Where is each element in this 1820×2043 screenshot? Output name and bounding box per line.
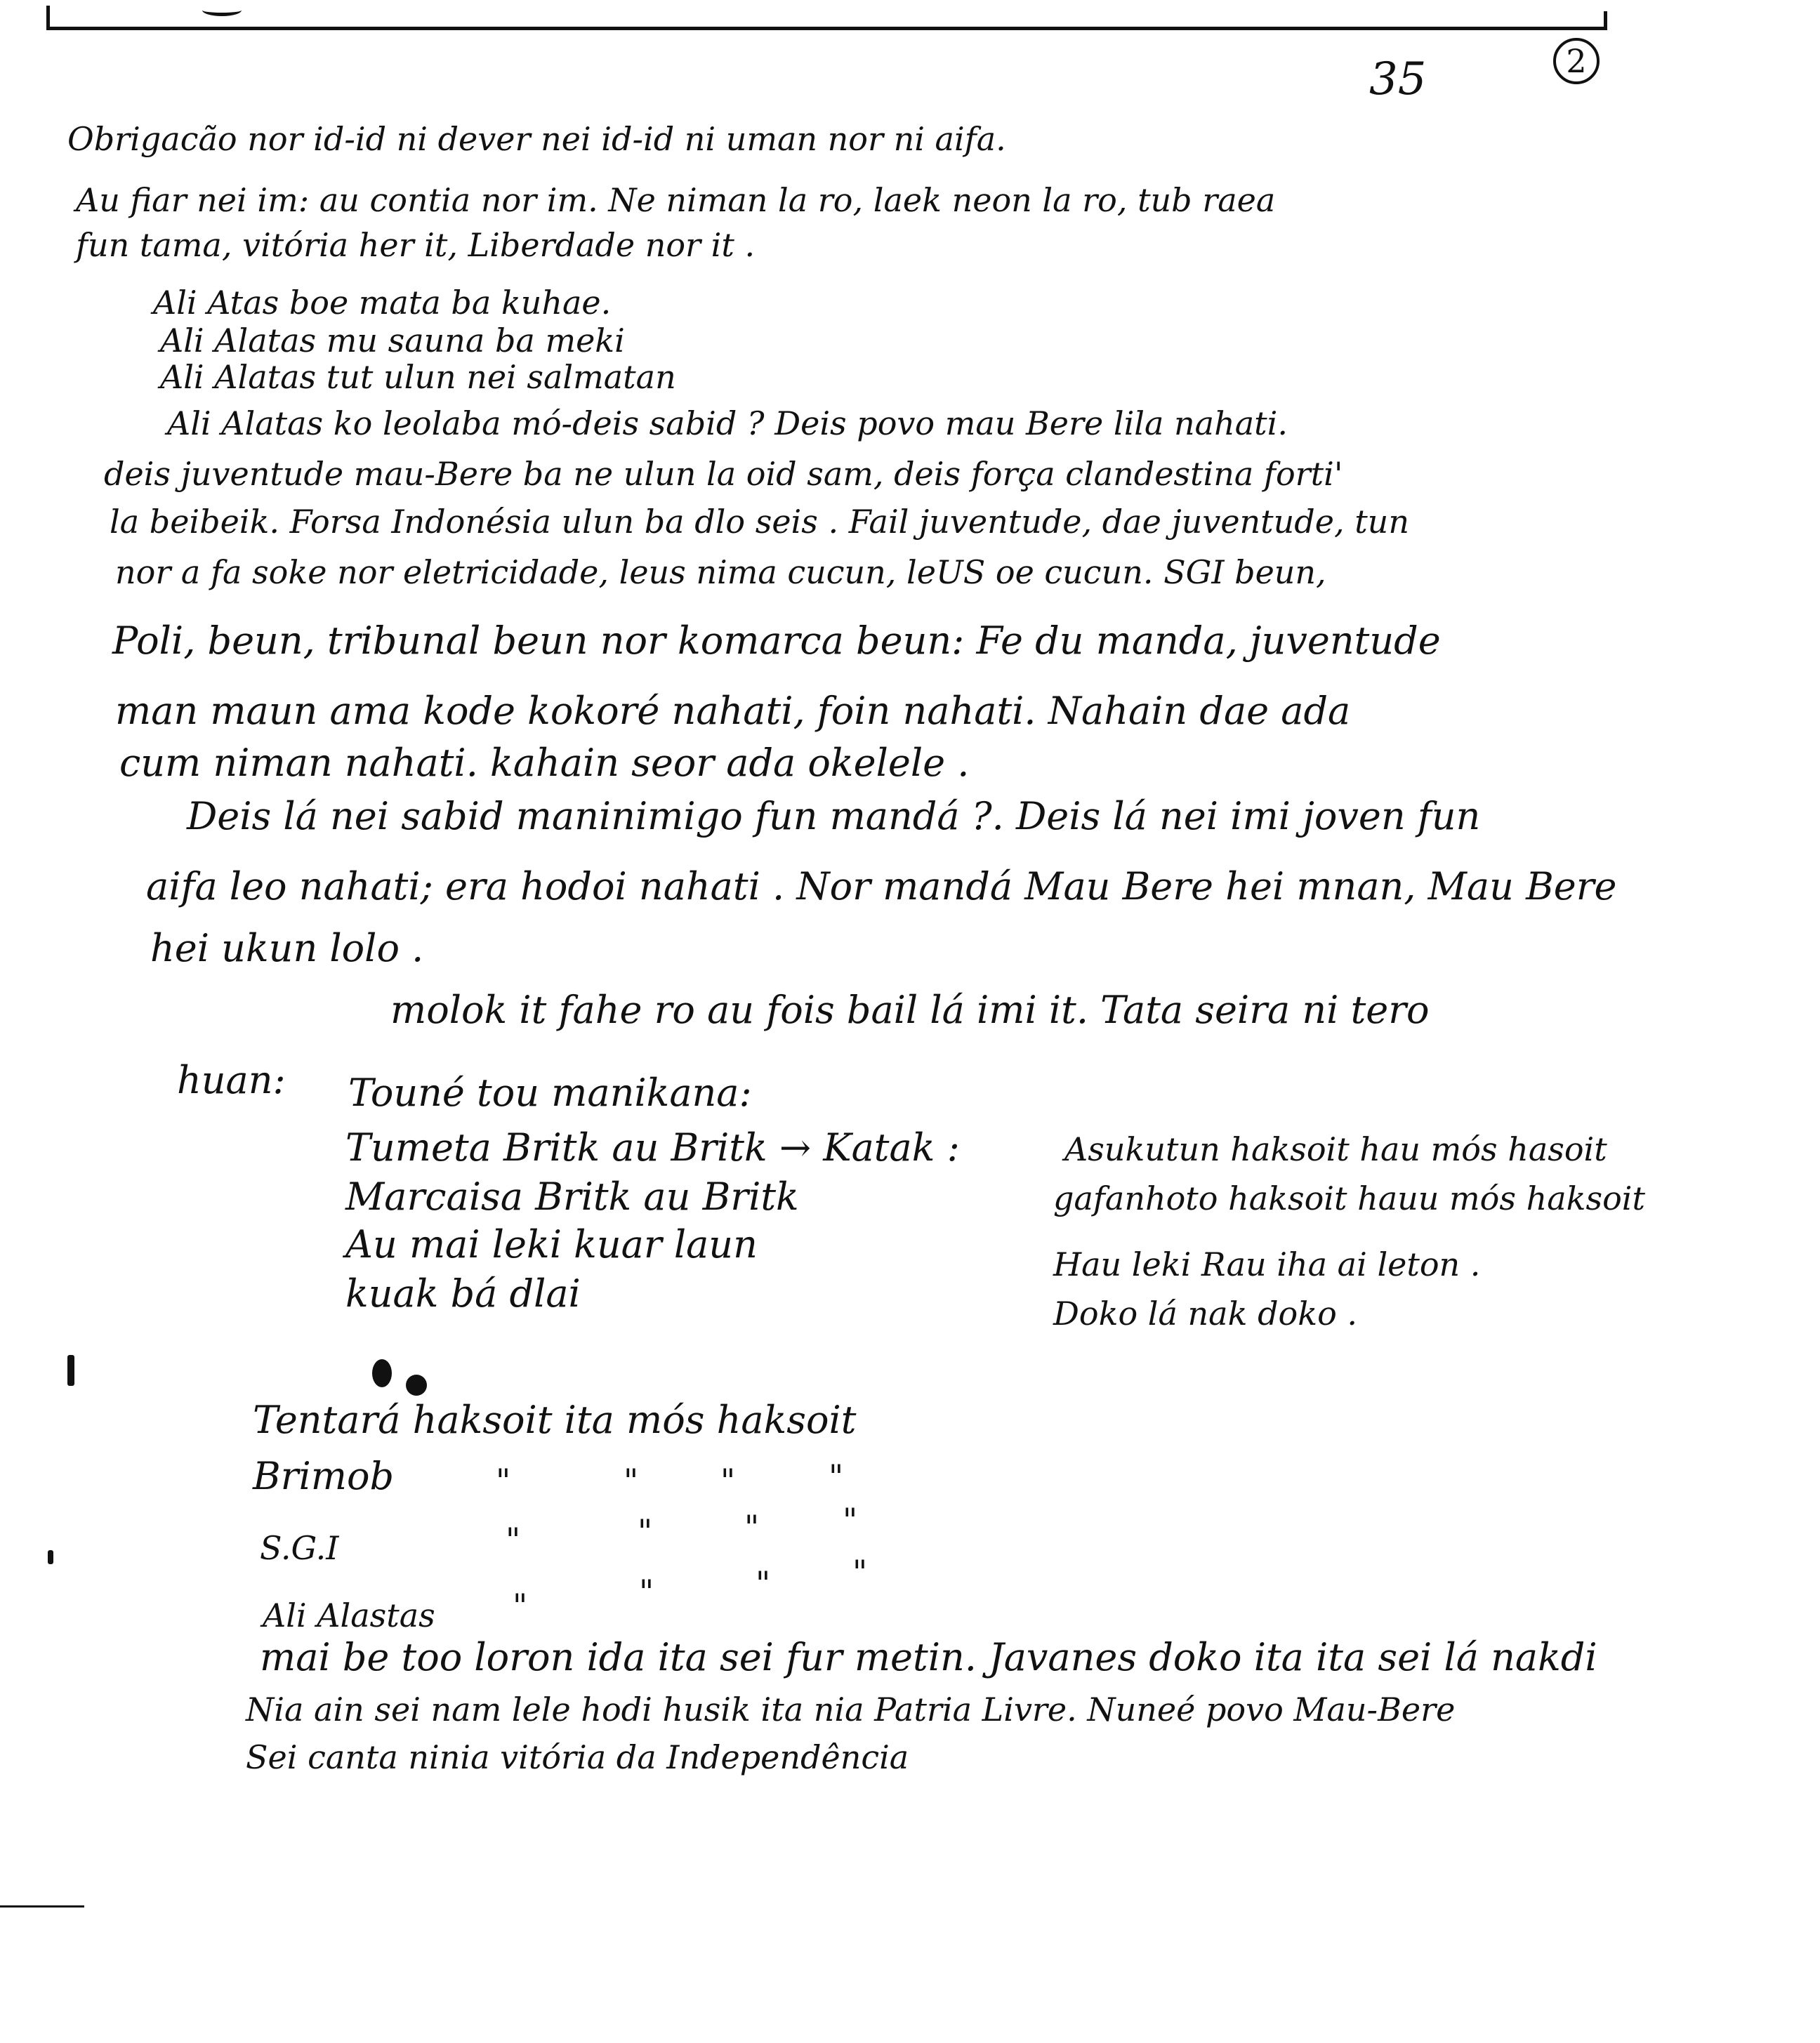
ditto-mark: ": [843, 1501, 858, 1539]
ink-blot: [372, 1359, 392, 1387]
ditto-mark: ": [756, 1564, 771, 1602]
text-line: Ali Alatas mu sauna ba meki: [160, 322, 625, 359]
text-line: Ali Atas boe mata ba kuhae.: [153, 284, 612, 322]
text-line: mai be too loron ida ita sei fur metin. Javanes doko ita ita sei lá nakdi: [260, 1635, 1597, 1679]
ditto-mark: ": [513, 1587, 528, 1625]
verse-left-line: Marcaisa Britk au Britk: [345, 1175, 799, 1219]
verse-left-line: kuak bá dlai: [345, 1271, 581, 1316]
text-line: Touné tou manikana:: [348, 1071, 752, 1115]
text-line: deis juventude mau-Bere ba ne ulun la oid sam, deis força clandestina forti': [104, 455, 1343, 493]
ink-smudge: [67, 1355, 74, 1386]
top-border-line: [48, 27, 1607, 30]
ink-smudge: [48, 1550, 53, 1564]
list-line: Brimob: [253, 1454, 395, 1498]
top-border-left-tick: [46, 6, 50, 30]
text-line: cum niman nahati. kahain seor ada okelele .: [119, 741, 970, 785]
ditto-mark: ": [506, 1521, 521, 1559]
circled-page-number: 2: [1553, 38, 1600, 84]
text-line: Sei canta ninia vitória da Independência: [246, 1738, 909, 1776]
ink-blot: [406, 1375, 427, 1396]
text-line: la beibeik. Forsa Indonésia ulun ba dlo seis . Fail juventude, dae juventude, tun: [110, 503, 1409, 541]
ditto-mark: ": [638, 1512, 653, 1550]
ditto-mark: ": [720, 1462, 736, 1500]
text-line: fun tama, vitória her it, Liberdade nor it .: [76, 226, 756, 264]
list-line: S.G.I: [260, 1529, 339, 1567]
text-line: Obrigacão nor id-id ni dever nei id-id ni uman nor ni aifa.: [67, 120, 1006, 158]
verse-right-line: Hau leki Rau iha ai leton .: [1053, 1245, 1481, 1283]
ditto-mark: ": [829, 1457, 844, 1495]
text-line: nor a fa soke nor eletricidade, leus nima cucun, leUS oe cucun. SGI beun,: [115, 553, 1326, 591]
text-line: Au fiar nei im: au contia nor im. Ne niman la ro, laek neon la ro, tub raea: [76, 181, 1276, 219]
text-line: Poli, beun, tribunal beun nor komarca beun: Fe du manda, juventude: [112, 619, 1441, 663]
ditto-mark: ": [852, 1553, 868, 1591]
text-line: Deis lá nei sabid maninimigo fun mandá ?. Deis lá nei imi joven fun: [187, 794, 1481, 838]
ditto-mark: ": [639, 1573, 654, 1611]
text-line: man maun ama kode kokoré nahati, foin nahati. Nahain dae ada: [115, 689, 1351, 733]
text-line: Ali Alatas ko leolaba mó-deis sabid ? Deis povo mau Bere lila nahati.: [167, 404, 1288, 442]
verse-right-line: Asukutun haksoit hau mós hasoit: [1064, 1130, 1607, 1168]
list-line: Ali Alastas: [263, 1596, 435, 1634]
bottom-left-dash: [0, 1905, 84, 1908]
text-line: Nia ain sei nam lele hodi husik ita nia Patria Livre. Nuneé povo Mau-Bere: [246, 1691, 1456, 1728]
text-line: huan:: [177, 1058, 286, 1102]
text-line: molok it fahe ro au fois bail lá imi it. Tata seira ni tero: [390, 988, 1430, 1032]
text-line: hei ukun lolo .: [150, 926, 424, 970]
page-number: 35: [1369, 53, 1427, 105]
text-line: Ali Alatas tut ulun nei salmatan: [160, 358, 676, 396]
ditto-mark: ": [624, 1462, 639, 1500]
verse-left-line: Au mai leki kuar laun: [345, 1222, 758, 1267]
verse-left-line: Tumeta Britk au Britk → Katak :: [345, 1125, 960, 1170]
top-border-right-tick: [1604, 11, 1607, 30]
top-curve-mark: [202, 4, 242, 16]
list-line: Tentará haksoit ita mós haksoit: [253, 1398, 857, 1442]
ditto-mark: ": [496, 1462, 511, 1500]
verse-right-line: Doko lá nak doko .: [1053, 1295, 1358, 1333]
ditto-mark: ": [744, 1508, 760, 1546]
text-line: aifa leo nahati; era hodoi nahati . Nor mandá Mau Bere hei mnan, Mau Bere: [146, 864, 1617, 908]
verse-right-line: gafanhoto haksoit hauu mós haksoit: [1053, 1179, 1646, 1217]
